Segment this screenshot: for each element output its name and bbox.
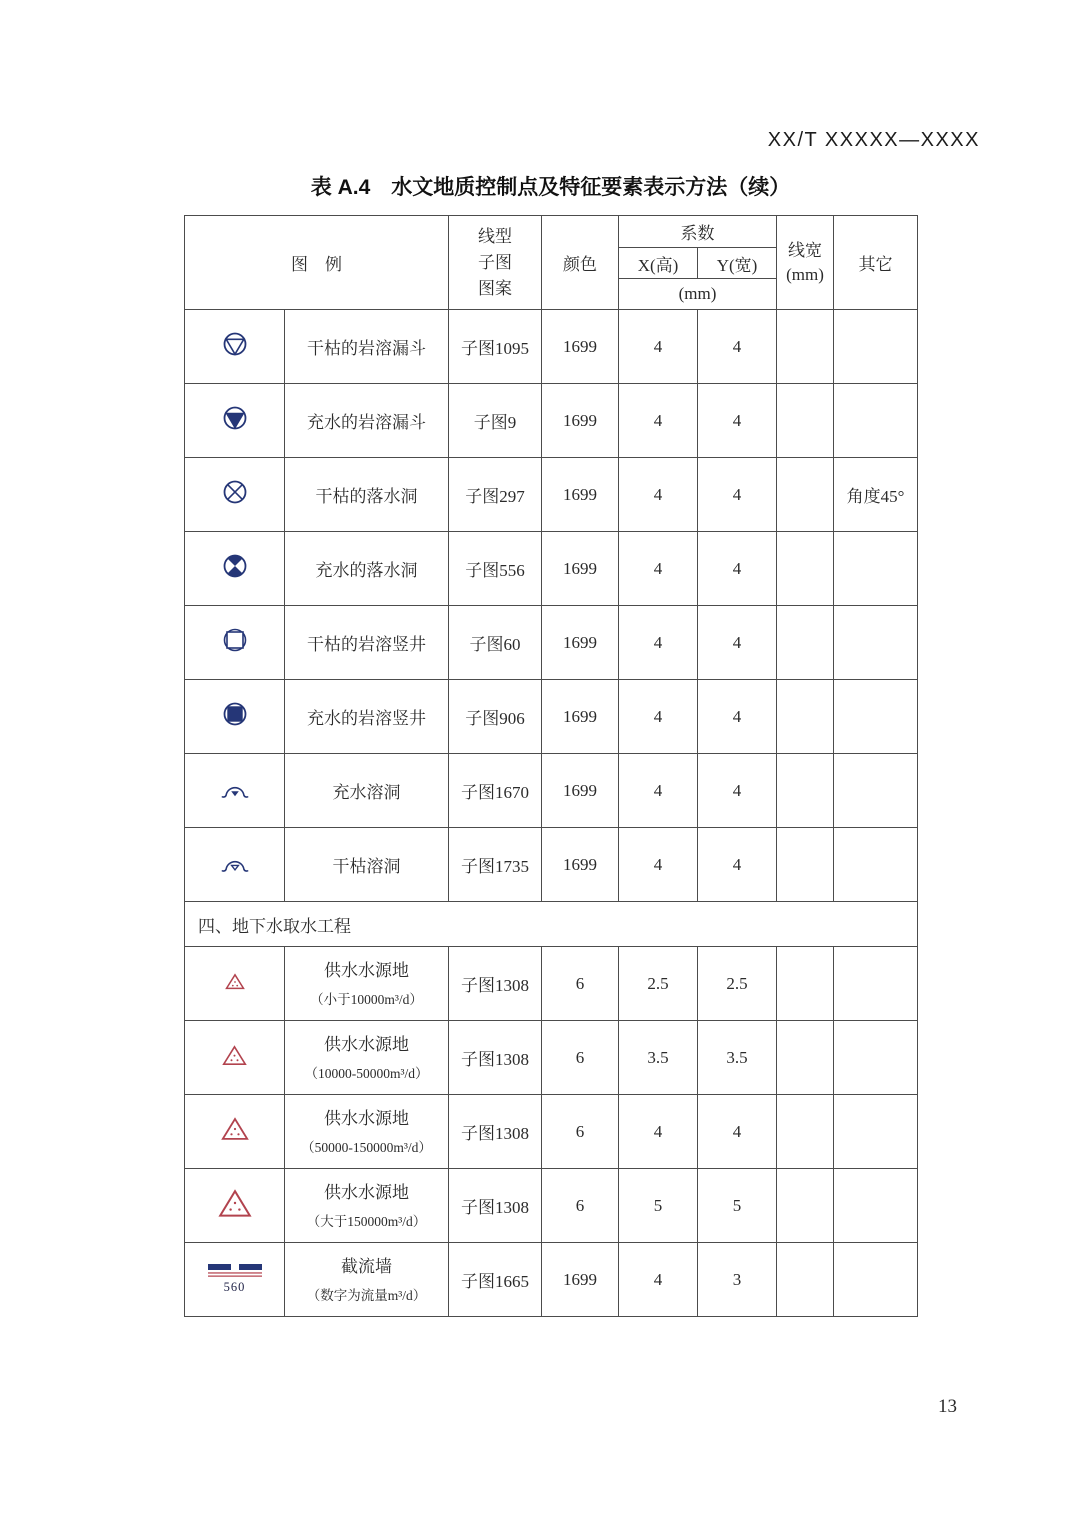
table-row (185, 532, 918, 606)
dry-karst-funnel-icon (220, 329, 250, 359)
header-linetype-line1: 线型 (478, 226, 512, 246)
linewidth-value (777, 754, 834, 828)
legend-symbol-cell (185, 680, 285, 754)
table-title: 表 A.4 水文地质控制点及特征要素表示方法（续） (310, 176, 791, 199)
legend-name-main: 供水水源地 (324, 1109, 409, 1129)
legend-symbol-cell (185, 1095, 285, 1169)
water-karst-shaft-icon (220, 699, 250, 729)
legend-name: 干枯的岩溶漏斗 (285, 310, 449, 384)
legend-symbol-cell (185, 1021, 285, 1095)
color-value: 1699 (542, 384, 619, 458)
color-value: 1699 (542, 532, 619, 606)
other-value (834, 532, 918, 606)
other-value (834, 828, 918, 902)
linewidth-value (777, 458, 834, 532)
legend-name: 干枯溶洞 (285, 828, 449, 902)
header-color: 颜色 (542, 216, 619, 310)
table-row (185, 754, 918, 828)
color-value: 1699 (542, 754, 619, 828)
subfig-value: 子图1308 (449, 1095, 542, 1169)
legend-name-detail: （10000-50000m³/d） (304, 1065, 429, 1081)
table-row (185, 458, 918, 532)
x-value: 3.5 (619, 1021, 698, 1095)
legend-name (285, 1169, 449, 1243)
subfig-value: 子图1308 (449, 947, 542, 1021)
y-value: 3.5 (698, 1021, 777, 1095)
linewidth-value (777, 947, 834, 1021)
legend-name-main: 供水水源地 (324, 961, 409, 981)
y-value: 4 (698, 680, 777, 754)
x-value: 4 (619, 680, 698, 754)
other-value: 角度45° (834, 458, 918, 532)
x-value: 4 (619, 1243, 698, 1317)
other-value (834, 1095, 918, 1169)
x-value: 4 (619, 754, 698, 828)
y-value: 4 (698, 828, 777, 902)
other-value (834, 1243, 918, 1317)
y-value: 2.5 (698, 947, 777, 1021)
legend-name: 充水的落水洞 (285, 532, 449, 606)
legend-name (285, 1021, 449, 1095)
water-cave-icon (219, 775, 251, 801)
legend-name (285, 1095, 449, 1169)
legend-name: 充水的岩溶竖井 (285, 680, 449, 754)
dry-sinkhole-icon (220, 477, 250, 507)
water-supply-triangle-large-icon (221, 1117, 249, 1141)
section-header-row (185, 902, 918, 947)
linewidth-value (777, 680, 834, 754)
legend-name (285, 947, 449, 1021)
subfig-value: 子图906 (449, 680, 542, 754)
x-value: 4 (619, 384, 698, 458)
legend-symbol-cell (185, 1169, 285, 1243)
x-value: 2.5 (619, 947, 698, 1021)
other-value (834, 606, 918, 680)
header-y-wide: Y(宽) (698, 248, 777, 279)
x-value: 4 (619, 1095, 698, 1169)
table-row (185, 1021, 918, 1095)
table-row (185, 947, 918, 1021)
x-value: 4 (619, 532, 698, 606)
linewidth-value (777, 532, 834, 606)
cutoff-wall-icon (208, 1263, 262, 1278)
table-row (185, 384, 918, 458)
table-row (185, 606, 918, 680)
legend-name: 干枯的落水洞 (285, 458, 449, 532)
color-value: 6 (542, 1169, 619, 1243)
dry-karst-shaft-icon (220, 625, 250, 655)
legend-symbol-cell (185, 310, 285, 384)
header-linetype-line2: 子图 (478, 252, 512, 272)
table-row (185, 680, 918, 754)
subfig-value: 子图1665 (449, 1243, 542, 1317)
table-row (185, 1243, 918, 1317)
cutoff-wall-symbol (208, 1263, 262, 1295)
color-value: 1699 (542, 828, 619, 902)
color-value: 1699 (542, 1243, 619, 1317)
legend-name-detail: （小于10000m³/d） (310, 991, 423, 1007)
header-linewidth-line2: (mm) (786, 264, 824, 284)
x-value: 4 (619, 458, 698, 532)
x-value: 5 (619, 1169, 698, 1243)
y-value: 3 (698, 1243, 777, 1317)
color-value: 1699 (542, 310, 619, 384)
dry-cave-icon (219, 849, 251, 875)
other-value (834, 947, 918, 1021)
color-value: 1699 (542, 458, 619, 532)
doc-code: XX/T XXXXX—XXXX (767, 129, 980, 151)
legend-symbol-cell (185, 606, 285, 680)
legend-name-main: 供水水源地 (324, 1035, 409, 1055)
legend-name: 充水溶洞 (285, 754, 449, 828)
y-value: 4 (698, 532, 777, 606)
linewidth-value (777, 828, 834, 902)
subfig-value: 子图556 (449, 532, 542, 606)
color-value: 1699 (542, 606, 619, 680)
legend-symbol-cell (185, 458, 285, 532)
header-linetype (449, 216, 542, 310)
color-value: 6 (542, 947, 619, 1021)
water-supply-triangle-xlarge-icon (218, 1189, 252, 1218)
table-row (185, 1095, 918, 1169)
water-supply-triangle-medium-icon (222, 1045, 247, 1066)
y-value: 4 (698, 384, 777, 458)
table-row (185, 828, 918, 902)
header-mm: (mm) (619, 279, 777, 310)
linewidth-value (777, 384, 834, 458)
y-value: 4 (698, 458, 777, 532)
linewidth-value (777, 1243, 834, 1317)
water-karst-funnel-icon (220, 403, 250, 433)
header-coefficient: 系数 (619, 216, 777, 248)
linewidth-value (777, 310, 834, 384)
section-title: 四、地下水取水工程 (185, 902, 918, 947)
header-linewidth-line1: 线宽 (788, 240, 822, 260)
linewidth-value (777, 1169, 834, 1243)
color-value: 6 (542, 1095, 619, 1169)
legend-name-detail: （数字为流量m³/d） (306, 1287, 427, 1303)
legend-name-detail: （50000-150000m³/d） (301, 1139, 432, 1155)
legend-name: 干枯的岩溶竖井 (285, 606, 449, 680)
water-sinkhole-icon (220, 551, 250, 581)
x-value: 4 (619, 310, 698, 384)
linewidth-value (777, 606, 834, 680)
color-value: 6 (542, 1021, 619, 1095)
y-value: 5 (698, 1169, 777, 1243)
legend-name-main: 截流墙 (341, 1257, 392, 1277)
legend-name (285, 1243, 449, 1317)
y-value: 4 (698, 754, 777, 828)
color-value: 1699 (542, 680, 619, 754)
subfig-value: 子图297 (449, 458, 542, 532)
other-value (834, 680, 918, 754)
water-supply-triangle-small-icon (225, 973, 245, 990)
linewidth-value (777, 1021, 834, 1095)
y-value: 4 (698, 1095, 777, 1169)
subfig-value: 子图1308 (449, 1021, 542, 1095)
header-linetype-line3: 图案 (478, 278, 512, 298)
header-x-high: X(高) (619, 248, 698, 279)
legend-symbol-cell (185, 532, 285, 606)
symbol-table (184, 215, 918, 1317)
legend-symbol-cell (185, 754, 285, 828)
subfig-value: 子图1308 (449, 1169, 542, 1243)
legend-name: 充水的岩溶漏斗 (285, 384, 449, 458)
cutoff-wall-flow-label: 560 (223, 1280, 246, 1294)
page-number: 13 (938, 1396, 957, 1417)
table-row (185, 1169, 918, 1243)
other-value (834, 754, 918, 828)
y-value: 4 (698, 606, 777, 680)
other-value (834, 1169, 918, 1243)
legend-symbol-cell (185, 828, 285, 902)
x-value: 4 (619, 828, 698, 902)
other-value (834, 310, 918, 384)
header-linewidth (777, 216, 834, 310)
linewidth-value (777, 1095, 834, 1169)
y-value: 4 (698, 310, 777, 384)
x-value: 4 (619, 606, 698, 680)
legend-symbol-cell (185, 384, 285, 458)
table-row (185, 310, 918, 384)
subfig-value: 子图9 (449, 384, 542, 458)
other-value (834, 1021, 918, 1095)
subfig-value: 子图1670 (449, 754, 542, 828)
subfig-value: 子图60 (449, 606, 542, 680)
header-other: 其它 (834, 216, 918, 310)
legend-name-main: 供水水源地 (324, 1183, 409, 1203)
subfig-value: 子图1095 (449, 310, 542, 384)
other-value (834, 384, 918, 458)
legend-name-detail: （大于150000m³/d） (306, 1213, 427, 1229)
legend-symbol-cell (185, 947, 285, 1021)
header-legend: 图 例 (185, 216, 449, 310)
subfig-value: 子图1735 (449, 828, 542, 902)
legend-symbol-cell (185, 1243, 285, 1317)
